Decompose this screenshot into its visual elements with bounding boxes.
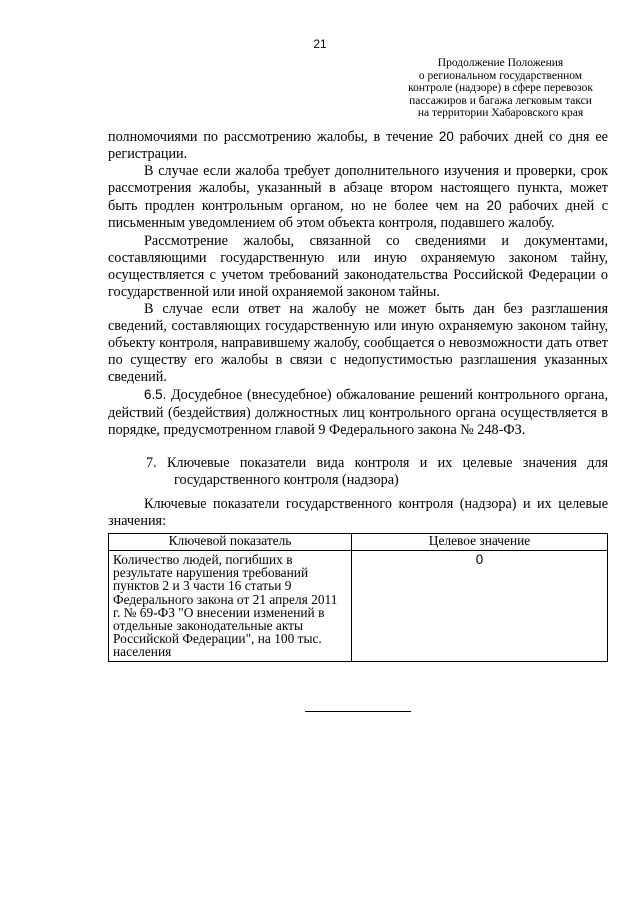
- paragraph-secret-review: Рассмотрение жалобы, связанной со сведениями и документами, составляющими государственную или иную охраняемую законом тайну, осуществляется с учетом требований законодательства Российской Федерации о государственной или иной охраняемой законом тайны.: [108, 232, 608, 300]
- days-count: 20: [486, 198, 502, 214]
- paragraph-secret-answer: В случае если ответ на жалобу не может быть дан без разглашения сведений, составляющих государственную или иную охраняемую законом тайну, объекту контроля, направившему жалобу, сообщается о невозможности дать ответ по существу его жалобы в связи с недопустимостью разглашения указанных сведений.: [108, 300, 608, 386]
- clause-number: 6.5.: [144, 387, 167, 403]
- paragraph-extension: [108, 163, 608, 232]
- paragraph-text: рабочих дней с письменным уведомлением об этом объекта контроля, подавшего жалобу.: [108, 198, 608, 232]
- end-divider: [305, 711, 411, 712]
- kpi-table-header-row: [109, 534, 608, 551]
- paragraph-appeal: [108, 386, 608, 438]
- kpi-target-cell: 0: [352, 551, 608, 662]
- paragraph-text: В случае если жалоба требует дополнительного изучения и проверки, срок рассмотрения жалобы, указанный в абзаце втором настоящего пункта, может быть продлен контрольным органом, но не более чем на: [108, 163, 608, 215]
- page-number: 21: [313, 37, 327, 51]
- header-note-line: Продолжение Положения: [437, 57, 564, 69]
- kpi-intro: Ключевые показатели государственного контроля (надзора) и их целевые значения:: [108, 495, 608, 529]
- header-note: [388, 57, 613, 120]
- kpi-column-header: Ключевой показатель: [109, 534, 352, 551]
- paragraph-text: полномочиями по рассмотрению жалобы, в течение: [108, 129, 439, 145]
- section-7-heading: [108, 455, 608, 489]
- document-body: [108, 128, 608, 662]
- paragraph-text: Досудебное (внесудебное) обжалование решений контрольного органа, действий (бездействия) должностных лиц контрольного органа осуществляется в порядке, предусмотренном главой 9 Федерального закона № 248-ФЗ.: [108, 387, 608, 438]
- target-column-header: Целевое значение: [352, 534, 608, 551]
- header-note-line: о региональном государственном: [418, 69, 583, 82]
- table-row: [109, 551, 608, 662]
- header-note-line: пассажиров и багажа легковым такси: [409, 94, 592, 107]
- section-number: 7.: [146, 454, 157, 471]
- days-count: 20: [438, 129, 454, 144]
- kpi-table: [108, 533, 608, 662]
- paragraph-text: рабочих дней со дня ее регистрации.: [108, 129, 608, 163]
- header-note-line: контроле (надзоре) в сфере перевозок: [408, 82, 593, 95]
- kpi-indicator-cell: Количество людей, погибших в результате нарушения требований пунктов 2 и 3 части 16 статьи 9 Федерального закона от 21 апреля 2011 г. № 69-ФЗ "О внесении изменений в отдельные законодательные акты Российской Федерации", на 100 тыс. населения: [109, 551, 352, 662]
- paragraph-complaint-deadline: [108, 128, 608, 163]
- section-title: Ключевые показатели вида контроля и их целевые значения для государственного контроля (надзора): [166, 454, 608, 488]
- header-note-line: на территории Хабаровского края: [417, 107, 584, 120]
